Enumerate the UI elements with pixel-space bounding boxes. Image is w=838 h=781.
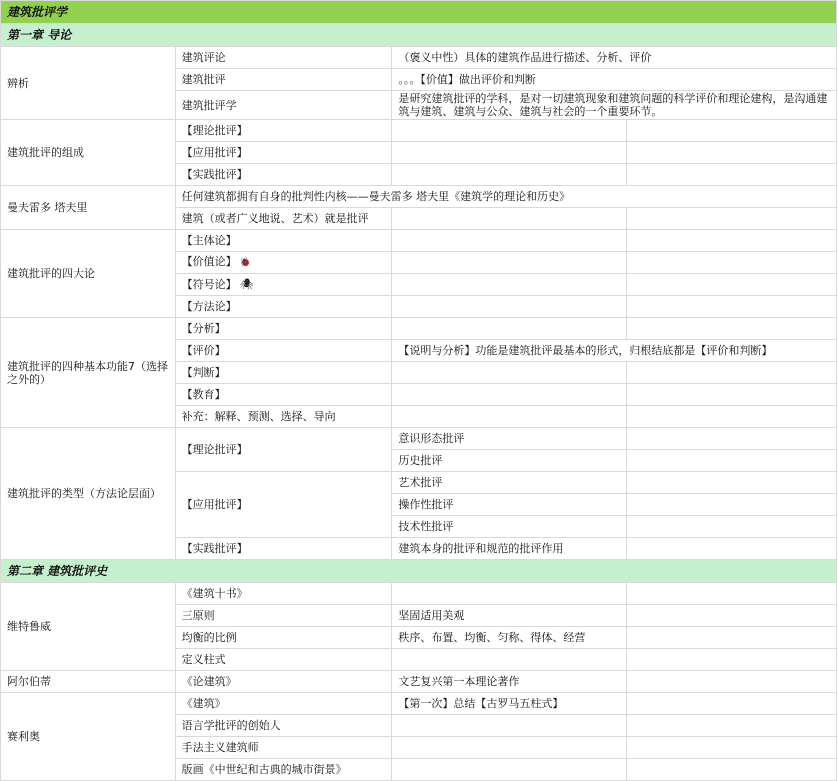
cell[interactable]: 【教育】 <box>175 384 392 406</box>
chapter-2-heading[interactable]: 第二章 建筑批评史 <box>1 560 837 583</box>
cell[interactable]: 【实践批评】 <box>175 164 392 186</box>
cell[interactable] <box>392 737 627 759</box>
cell[interactable]: 【理论批评】 <box>175 428 392 472</box>
cell[interactable]: 秩序、布置、均衡、匀称、得体、经营 <box>392 627 627 649</box>
cell[interactable] <box>627 737 837 759</box>
cell[interactable]: 建筑（或者广义地说、艺术）就是批评 <box>175 208 392 230</box>
cell[interactable] <box>392 164 627 186</box>
cell[interactable]: 《论建筑》 <box>175 671 392 693</box>
cell[interactable] <box>627 296 837 318</box>
group-label-types[interactable]: 建筑批评的类型（方法论层面） <box>1 428 176 560</box>
cell[interactable] <box>392 362 627 384</box>
group-label-serlio[interactable]: 赛利奥 <box>1 693 176 781</box>
cell[interactable]: 历史批评 <box>392 450 627 472</box>
cell[interactable] <box>392 274 627 296</box>
cell[interactable] <box>627 715 837 737</box>
group-label-four-theories[interactable]: 建筑批评的四大论 <box>1 230 176 318</box>
cell[interactable] <box>392 252 627 274</box>
cell[interactable] <box>392 759 627 781</box>
cell[interactable] <box>627 693 837 715</box>
cell[interactable] <box>627 120 837 142</box>
cell[interactable] <box>627 428 837 450</box>
cell[interactable]: 文艺复兴第一本理论著作 <box>392 671 627 693</box>
cell[interactable] <box>392 715 627 737</box>
cell[interactable]: 技术性批评 <box>392 516 627 538</box>
cell[interactable]: 手法主义建筑师 <box>175 737 392 759</box>
cell[interactable] <box>392 318 627 340</box>
cell[interactable]: 《建筑》 <box>175 693 392 715</box>
cell[interactable]: 定义柱式 <box>175 649 392 671</box>
cell[interactable] <box>627 362 837 384</box>
chapter-1-heading[interactable]: 第一章 导论 <box>1 24 837 47</box>
cell[interactable] <box>627 472 837 494</box>
cell[interactable]: 建筑批评 <box>175 69 392 91</box>
cell[interactable] <box>392 230 627 252</box>
cell[interactable]: 建筑本身的批评和规范的批评作用 <box>392 538 627 560</box>
cell[interactable] <box>627 759 837 781</box>
cell[interactable]: 任何建筑都拥有自身的批判性内核——曼夫雷多 塔夫里《建筑学的理论和历史》 <box>175 186 836 208</box>
cell[interactable]: 意识形态批评 <box>392 428 627 450</box>
cell[interactable]: （褒义中性）具体的建筑作品进行描述、分析、评价 <box>392 47 837 69</box>
cell[interactable]: 【判断】 <box>175 362 392 384</box>
cell[interactable]: 【理论批评】 <box>175 120 392 142</box>
cell[interactable]: 【说明与分析】功能是建筑批评最基本的形式，归根结底都是【评价和判断】 <box>392 340 837 362</box>
cell[interactable] <box>627 230 837 252</box>
cell[interactable] <box>627 538 837 560</box>
cell[interactable]: 建筑批评学 <box>175 91 392 120</box>
cell[interactable]: 【分析】 <box>175 318 392 340</box>
cell[interactable]: 【实践批评】 <box>175 538 392 560</box>
cell[interactable]: 【评价】 <box>175 340 392 362</box>
cell[interactable] <box>627 142 837 164</box>
cell[interactable] <box>627 605 837 627</box>
cell[interactable]: 均衡的比例 <box>175 627 392 649</box>
cell[interactable]: 艺术批评 <box>392 472 627 494</box>
sheet-title[interactable]: 建筑批评学 <box>1 1 837 24</box>
group-label-four-functions[interactable]: 建筑批评的四种基本功能7（选择之外的） <box>1 318 176 428</box>
cell[interactable] <box>392 583 627 605</box>
group-label-tafuri[interactable]: 曼夫雷多 塔夫里 <box>1 186 176 230</box>
bug-icon: 🐞 <box>239 258 251 268</box>
cell[interactable]: 【应用批评】 <box>175 472 392 538</box>
cell[interactable] <box>627 649 837 671</box>
cell[interactable] <box>627 164 837 186</box>
cell[interactable]: 【应用批评】 <box>175 142 392 164</box>
cell[interactable] <box>627 384 837 406</box>
cell[interactable] <box>627 516 837 538</box>
cell[interactable]: 版画《中世纪和古典的城市街景》 <box>175 759 392 781</box>
cell[interactable]: 【方法论】 <box>175 296 392 318</box>
cell[interactable]: 【主体论】 <box>175 230 392 252</box>
cell[interactable] <box>392 384 627 406</box>
cell-text: 【符号论】 <box>181 278 237 291</box>
cell[interactable]: 《建筑十书》 <box>175 583 392 605</box>
cell[interactable] <box>392 208 627 230</box>
cell[interactable] <box>627 583 837 605</box>
cell[interactable] <box>627 252 837 274</box>
cell[interactable] <box>392 406 627 428</box>
cell[interactable]: 语言学批评的创始人 <box>175 715 392 737</box>
cell[interactable] <box>627 406 837 428</box>
group-label-discrimination[interactable]: 辨析 <box>1 47 176 120</box>
spider-icon: 🕷 <box>239 278 254 291</box>
cell[interactable]: 是研究建筑批评的学科，是对一切建筑现象和建筑问题的科学评价和理论建构，是沟通建筑与建筑、建筑与公众、建筑与社会的一个重要环节。 <box>392 91 837 120</box>
cell[interactable] <box>627 274 837 296</box>
group-label-alberti[interactable]: 阿尔伯蒂 <box>1 671 176 693</box>
cell[interactable] <box>392 142 627 164</box>
cell[interactable] <box>627 627 837 649</box>
cell[interactable]: 。。。【价值】做出评价和判断 <box>392 69 837 91</box>
cell[interactable]: 操作性批评 <box>392 494 627 516</box>
cell[interactable] <box>627 450 837 472</box>
group-label-composition[interactable]: 建筑批评的组成 <box>1 120 176 186</box>
cell[interactable] <box>392 649 627 671</box>
cell[interactable] <box>627 494 837 516</box>
cell[interactable]: 建筑评论 <box>175 47 392 69</box>
group-label-vitruvius[interactable]: 维特鲁威 <box>1 583 176 671</box>
cell[interactable] <box>175 274 392 296</box>
cell[interactable]: 坚固适用美观 <box>392 605 627 627</box>
cell[interactable] <box>627 671 837 693</box>
cell-text: 【价值论】 <box>181 255 237 268</box>
cell[interactable] <box>627 318 837 340</box>
cell[interactable] <box>175 252 392 274</box>
cell[interactable] <box>392 296 627 318</box>
cell[interactable] <box>392 120 627 142</box>
cell[interactable] <box>627 208 837 230</box>
cell[interactable]: 三原则 <box>175 605 392 627</box>
cell[interactable]: 【第一次】总结【古罗马五柱式】 <box>392 693 627 715</box>
cell[interactable]: 补充：解释、预测、选择、导向 <box>175 406 392 428</box>
